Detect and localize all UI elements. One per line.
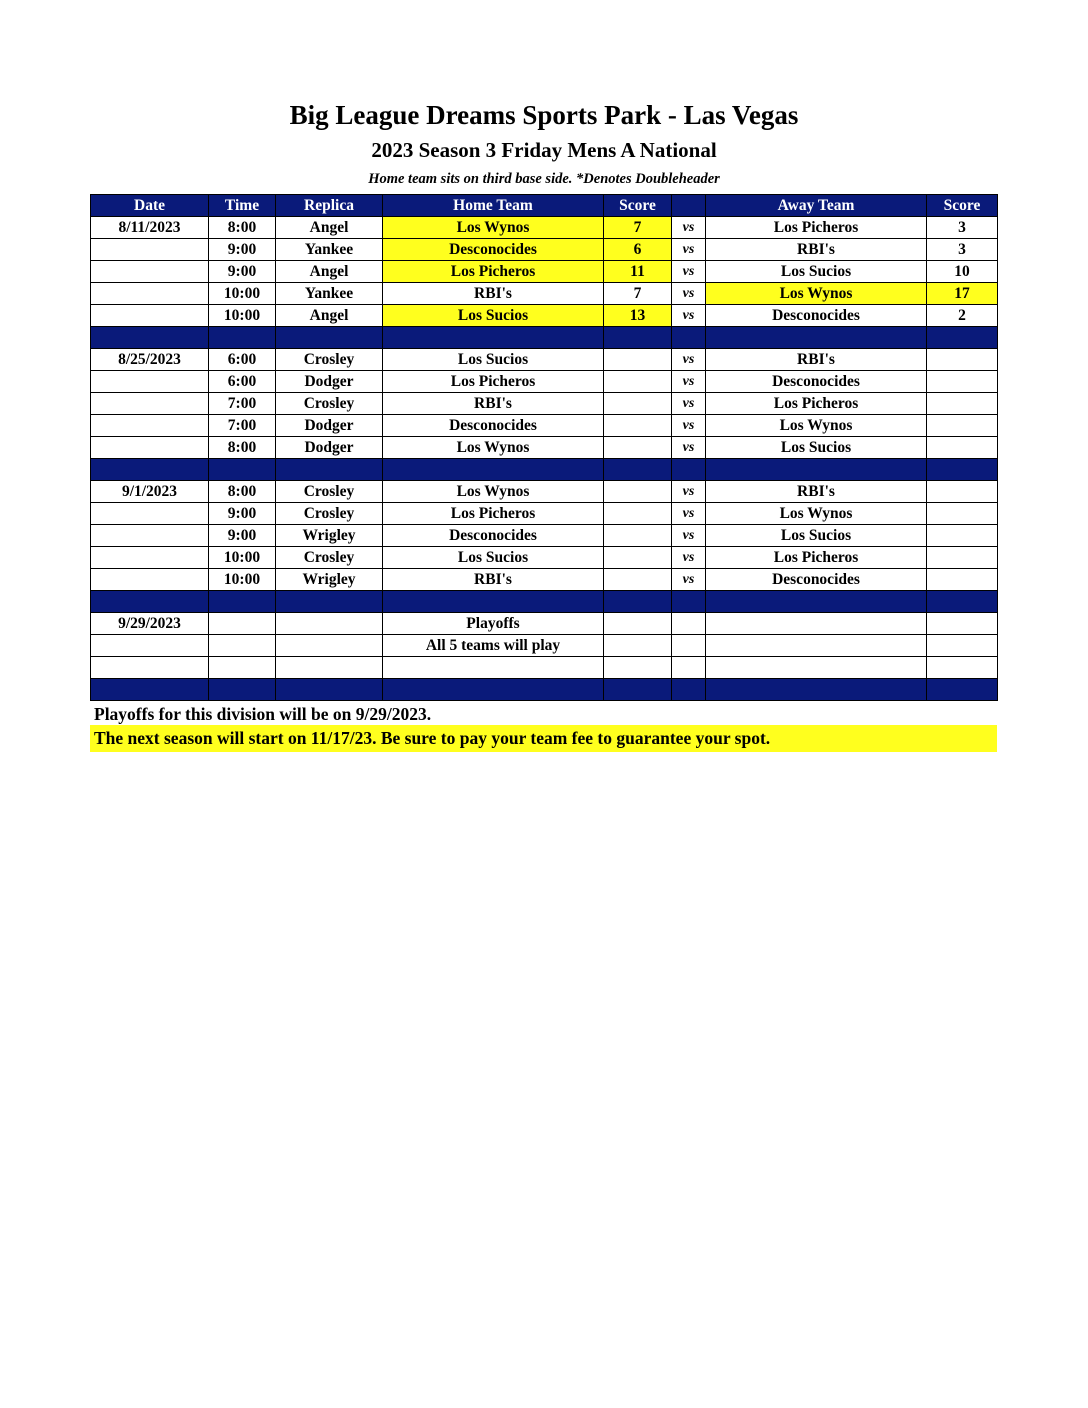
table-row [91, 239, 998, 261]
cell-date [91, 283, 209, 305]
header-date: Date [91, 195, 209, 217]
separator-cell [209, 459, 276, 481]
separator-cell [927, 459, 998, 481]
cell-replica: Crosley [276, 349, 383, 371]
next-season-notice: The next season will start on 11/17/23. Be sure to pay your team fee to guarantee your spot. [90, 725, 997, 752]
cell-home-score [604, 349, 672, 371]
cell-time: 8:00 [209, 437, 276, 459]
separator-cell [276, 591, 383, 613]
separator-cell [604, 327, 672, 349]
header-vs [672, 195, 706, 217]
separator-row [91, 679, 998, 701]
cell-home-team: Los Wynos [383, 217, 604, 239]
cell-home-score [604, 437, 672, 459]
cell-home-score [604, 613, 672, 635]
separator-cell [383, 327, 604, 349]
cell-vs: vs [672, 305, 706, 327]
cell-away-team: RBI's [706, 349, 927, 371]
cell-away-team: Los Picheros [706, 547, 927, 569]
header-home-team: Home Team [383, 195, 604, 217]
cell-vs: vs [672, 371, 706, 393]
cell-away-score: 17 [927, 283, 998, 305]
cell-vs: vs [672, 415, 706, 437]
cell-date [91, 393, 209, 415]
cell-time: 9:00 [209, 525, 276, 547]
cell-replica: Angel [276, 217, 383, 239]
cell-home-team: Playoffs [383, 613, 604, 635]
cell-home-team: Desconocides [383, 525, 604, 547]
cell-away-score [927, 393, 998, 415]
cell-time: 9:00 [209, 239, 276, 261]
cell-away-team [706, 635, 927, 657]
table-row [91, 657, 998, 679]
cell-away-team: RBI's [706, 481, 927, 503]
cell-time: 8:00 [209, 217, 276, 239]
cell-home-team: Los Picheros [383, 503, 604, 525]
cell-away-score [927, 349, 998, 371]
cell-date [91, 547, 209, 569]
separator-cell [672, 591, 706, 613]
table-row [91, 525, 998, 547]
separator-row [91, 327, 998, 349]
separator-cell [383, 591, 604, 613]
cell-replica [276, 657, 383, 679]
cell-date: 8/25/2023 [91, 349, 209, 371]
cell-replica: Crosley [276, 547, 383, 569]
cell-home-score [604, 547, 672, 569]
cell-time: 7:00 [209, 415, 276, 437]
header-away-score: Score [927, 195, 998, 217]
cell-away-team: Los Picheros [706, 217, 927, 239]
cell-away-score [927, 415, 998, 437]
cell-home-score [604, 657, 672, 679]
separator-cell [672, 459, 706, 481]
cell-home-team: Desconocides [383, 239, 604, 261]
cell-time: 10:00 [209, 569, 276, 591]
page-title: Big League Dreams Sports Park - Las Vegas [289, 100, 799, 130]
cell-home-team: Desconocides [383, 415, 604, 437]
table-row [91, 415, 998, 437]
cell-home-team: RBI's [383, 283, 604, 305]
cell-away-team: Los Sucios [706, 525, 927, 547]
cell-date [91, 503, 209, 525]
cell-replica: Dodger [276, 371, 383, 393]
cell-away-team: Desconocides [706, 569, 927, 591]
cell-away-score [927, 437, 998, 459]
cell-date [91, 635, 209, 657]
separator-cell [91, 679, 209, 701]
separator-cell [706, 679, 927, 701]
cell-vs: vs [672, 437, 706, 459]
cell-replica: Dodger [276, 415, 383, 437]
table-row [91, 613, 998, 635]
cell-away-team: Los Picheros [706, 393, 927, 415]
cell-home-score: 7 [604, 283, 672, 305]
separator-cell [672, 327, 706, 349]
cell-away-team: Los Sucios [706, 437, 927, 459]
cell-vs: vs [672, 481, 706, 503]
table-row [91, 393, 998, 415]
cell-replica: Wrigley [276, 525, 383, 547]
separator-cell [209, 679, 276, 701]
cell-away-score: 2 [927, 305, 998, 327]
cell-away-score [927, 635, 998, 657]
cell-home-team: Los Sucios [383, 305, 604, 327]
separator-cell [91, 591, 209, 613]
cell-home-team: All 5 teams will play [383, 635, 604, 657]
table-row [91, 217, 998, 239]
cell-replica: Yankee [276, 283, 383, 305]
table-row [91, 305, 998, 327]
cell-time: 6:00 [209, 349, 276, 371]
table-row [91, 371, 998, 393]
cell-vs: vs [672, 547, 706, 569]
cell-date [91, 415, 209, 437]
cell-time: 9:00 [209, 503, 276, 525]
separator-row [91, 459, 998, 481]
table-row [91, 503, 998, 525]
cell-away-team [706, 657, 927, 679]
cell-replica [276, 635, 383, 657]
cell-away-team [706, 613, 927, 635]
table-row [91, 261, 998, 283]
cell-home-score [604, 371, 672, 393]
cell-date [91, 239, 209, 261]
cell-vs: vs [672, 393, 706, 415]
cell-date: 8/11/2023 [91, 217, 209, 239]
separator-cell [927, 327, 998, 349]
cell-home-team: Los Wynos [383, 481, 604, 503]
header-home-score: Score [604, 195, 672, 217]
cell-away-score: 3 [927, 239, 998, 261]
page-subtitle: 2023 Season 3 Friday Mens A National [371, 138, 717, 162]
separator-cell [383, 679, 604, 701]
separator-cell [209, 327, 276, 349]
table-row [91, 547, 998, 569]
cell-home-team: Los Picheros [383, 371, 604, 393]
separator-cell [927, 679, 998, 701]
cell-vs [672, 635, 706, 657]
cell-replica: Angel [276, 305, 383, 327]
cell-vs [672, 657, 706, 679]
cell-home-score: 11 [604, 261, 672, 283]
cell-replica: Crosley [276, 503, 383, 525]
table-header-row [91, 195, 998, 217]
table-row [91, 437, 998, 459]
separator-cell [276, 459, 383, 481]
cell-home-score [604, 415, 672, 437]
playoffs-notice: Playoffs for this division will be on 9/29/2023. [94, 704, 432, 724]
cell-vs: vs [672, 261, 706, 283]
cell-replica: Angel [276, 261, 383, 283]
cell-home-team: Los Sucios [383, 547, 604, 569]
cell-away-score [927, 503, 998, 525]
cell-date [91, 569, 209, 591]
cell-home-team: RBI's [383, 393, 604, 415]
cell-home-team [383, 657, 604, 679]
cell-home-team: Los Sucios [383, 349, 604, 371]
schedule-note: Home team sits on third base side. *Denotes Doubleheader [368, 171, 720, 187]
cell-away-score [927, 371, 998, 393]
cell-home-team: RBI's [383, 569, 604, 591]
separator-row [91, 591, 998, 613]
cell-away-score: 10 [927, 261, 998, 283]
cell-away-score [927, 547, 998, 569]
cell-date: 9/29/2023 [91, 613, 209, 635]
cell-time: 9:00 [209, 261, 276, 283]
table-row [91, 569, 998, 591]
cell-time [209, 613, 276, 635]
table-row [91, 481, 998, 503]
cell-replica: Crosley [276, 393, 383, 415]
cell-away-score [927, 613, 998, 635]
cell-vs [672, 613, 706, 635]
separator-cell [672, 679, 706, 701]
cell-away-team: Los Wynos [706, 283, 927, 305]
table-row [91, 349, 998, 371]
header-replica: Replica [276, 195, 383, 217]
cell-date [91, 261, 209, 283]
cell-date [91, 525, 209, 547]
cell-away-score: 3 [927, 217, 998, 239]
cell-time: 8:00 [209, 481, 276, 503]
cell-date [91, 657, 209, 679]
header-time: Time [209, 195, 276, 217]
cell-away-team: Desconocides [706, 371, 927, 393]
header-away-team: Away Team [706, 195, 927, 217]
cell-date [91, 437, 209, 459]
separator-cell [706, 327, 927, 349]
cell-date: 9/1/2023 [91, 481, 209, 503]
cell-replica: Wrigley [276, 569, 383, 591]
cell-replica: Crosley [276, 481, 383, 503]
cell-time: 7:00 [209, 393, 276, 415]
cell-vs: vs [672, 525, 706, 547]
cell-home-score [604, 525, 672, 547]
separator-cell [706, 591, 927, 613]
cell-home-score: 6 [604, 239, 672, 261]
separator-cell [91, 327, 209, 349]
separator-cell [927, 591, 998, 613]
schedule-table [90, 194, 998, 701]
cell-vs: vs [672, 283, 706, 305]
cell-home-score [604, 635, 672, 657]
cell-home-score: 13 [604, 305, 672, 327]
table-row [91, 635, 998, 657]
separator-cell [604, 679, 672, 701]
cell-home-score [604, 503, 672, 525]
cell-replica: Dodger [276, 437, 383, 459]
cell-replica: Yankee [276, 239, 383, 261]
cell-replica [276, 613, 383, 635]
cell-vs: vs [672, 349, 706, 371]
table-row [91, 283, 998, 305]
cell-away-team: RBI's [706, 239, 927, 261]
cell-vs: vs [672, 239, 706, 261]
cell-home-score [604, 393, 672, 415]
cell-home-team: Los Wynos [383, 437, 604, 459]
cell-home-score [604, 481, 672, 503]
cell-away-score [927, 481, 998, 503]
separator-cell [276, 327, 383, 349]
cell-away-team: Los Wynos [706, 503, 927, 525]
cell-away-team: Los Wynos [706, 415, 927, 437]
separator-cell [91, 459, 209, 481]
cell-time: 6:00 [209, 371, 276, 393]
cell-date [91, 305, 209, 327]
separator-cell [604, 459, 672, 481]
separator-cell [604, 591, 672, 613]
cell-home-team: Los Picheros [383, 261, 604, 283]
cell-time [209, 657, 276, 679]
cell-vs: vs [672, 569, 706, 591]
cell-vs: vs [672, 503, 706, 525]
separator-cell [276, 679, 383, 701]
separator-cell [209, 591, 276, 613]
cell-home-score [604, 569, 672, 591]
separator-cell [383, 459, 604, 481]
cell-home-score: 7 [604, 217, 672, 239]
cell-time: 10:00 [209, 283, 276, 305]
cell-away-score [927, 657, 998, 679]
cell-date [91, 371, 209, 393]
cell-time: 10:00 [209, 305, 276, 327]
cell-time [209, 635, 276, 657]
cell-away-score [927, 525, 998, 547]
schedule-body [91, 217, 998, 701]
cell-away-score [927, 569, 998, 591]
cell-away-team: Los Sucios [706, 261, 927, 283]
cell-away-team: Desconocides [706, 305, 927, 327]
cell-vs: vs [672, 217, 706, 239]
separator-cell [706, 459, 927, 481]
cell-time: 10:00 [209, 547, 276, 569]
